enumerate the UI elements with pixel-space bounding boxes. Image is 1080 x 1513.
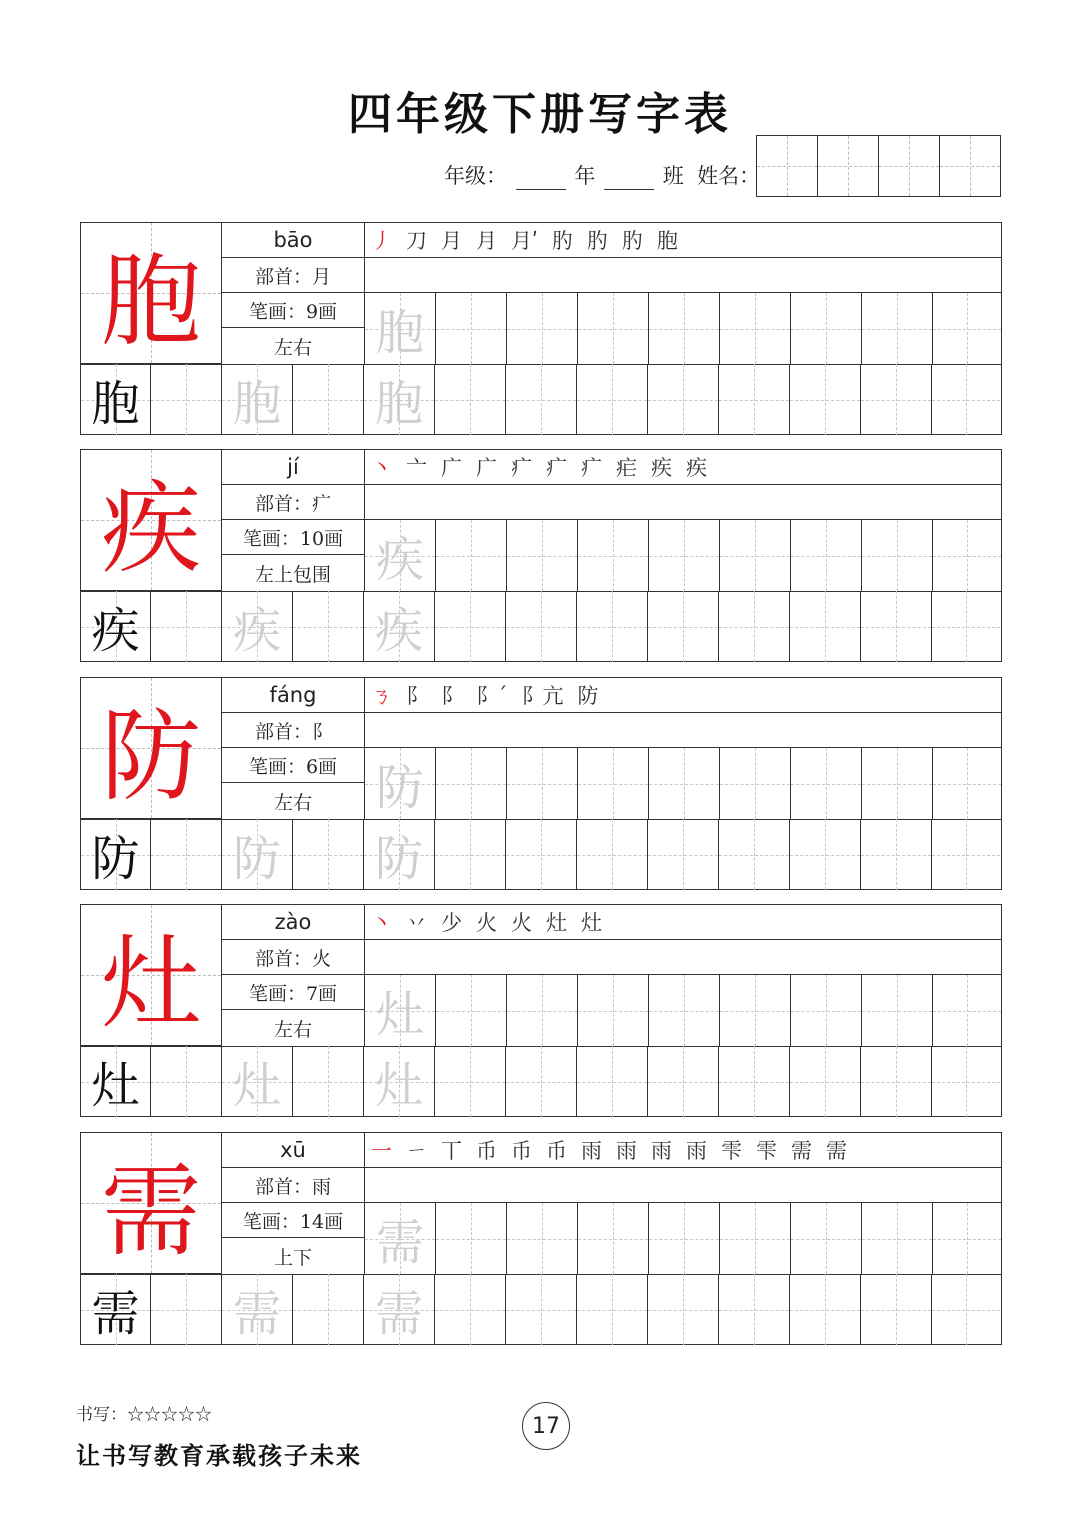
radical: 部首：雨 bbox=[222, 1168, 364, 1203]
stroke-count: 笔画：10画 bbox=[222, 520, 364, 555]
practice-cell[interactable] bbox=[222, 1046, 293, 1117]
stroke-step: 火 bbox=[476, 911, 497, 935]
practice-cell[interactable] bbox=[151, 591, 222, 662]
stroke-step: 雫 bbox=[721, 1139, 742, 1163]
practice-cell[interactable] bbox=[790, 1046, 861, 1117]
name-label: 姓名： bbox=[697, 164, 761, 188]
stroke-step: 阝 bbox=[406, 684, 427, 708]
practice-cell bbox=[81, 364, 151, 435]
practice-grid-upper bbox=[365, 520, 1001, 591]
practice-cell[interactable] bbox=[790, 364, 861, 435]
name-box[interactable] bbox=[757, 136, 818, 196]
practice-cell[interactable] bbox=[932, 819, 1000, 890]
practice-cell[interactable] bbox=[720, 293, 791, 364]
stroke-order bbox=[365, 678, 1001, 713]
class-blank[interactable] bbox=[604, 169, 654, 190]
trace-character: 疾 bbox=[375, 532, 424, 588]
practice-cell[interactable] bbox=[649, 293, 720, 364]
pinyin: zào bbox=[222, 905, 364, 940]
practice-cell[interactable] bbox=[648, 1046, 719, 1117]
stroke-step: 疒 bbox=[581, 456, 602, 480]
practice-cell[interactable] bbox=[365, 975, 436, 1046]
practice-cell[interactable] bbox=[577, 1274, 648, 1345]
practice-cell[interactable] bbox=[507, 1203, 578, 1274]
practice-cell[interactable] bbox=[791, 975, 862, 1046]
stroke-step: 肑 bbox=[551, 229, 573, 253]
practice-cell[interactable] bbox=[436, 975, 507, 1046]
practice-cell[interactable] bbox=[506, 591, 577, 662]
practice-cell[interactable] bbox=[861, 819, 932, 890]
stroke-step: 广 bbox=[441, 456, 462, 480]
practice-cell[interactable] bbox=[720, 520, 791, 591]
trace-character: 防 bbox=[232, 831, 281, 887]
practice-cell[interactable] bbox=[649, 975, 720, 1046]
practice-cell[interactable] bbox=[648, 591, 719, 662]
slogan-text: 让书写教育承载孩子未来 bbox=[76, 1441, 362, 1470]
practice-cell[interactable] bbox=[506, 1274, 577, 1345]
pinyin: xū bbox=[222, 1133, 364, 1168]
practice-cell[interactable] bbox=[578, 520, 649, 591]
stroke-count: 笔画：14画 bbox=[222, 1203, 364, 1238]
stroke-step: 丿 bbox=[371, 229, 392, 253]
practice-cell[interactable] bbox=[222, 819, 293, 890]
practice-cell[interactable] bbox=[222, 364, 293, 435]
model-character-cell bbox=[81, 678, 222, 819]
practice-cell[interactable] bbox=[719, 1046, 790, 1117]
practice-cell[interactable] bbox=[933, 293, 1001, 364]
practice-cell[interactable] bbox=[151, 819, 222, 890]
practice-cell[interactable] bbox=[578, 293, 649, 364]
stroke-step: 疒 bbox=[511, 456, 532, 480]
practice-cell bbox=[81, 1046, 151, 1117]
practice-cell[interactable] bbox=[790, 1274, 861, 1345]
trace-character: 疾 bbox=[374, 603, 423, 659]
practice-cell[interactable] bbox=[507, 975, 578, 1046]
practice-cell[interactable] bbox=[365, 520, 436, 591]
practice-cell[interactable] bbox=[577, 819, 648, 890]
stroke-step: 疒 bbox=[546, 456, 567, 480]
practice-cell[interactable] bbox=[577, 1046, 648, 1117]
practice-cell[interactable] bbox=[933, 520, 1001, 591]
practice-cell[interactable] bbox=[435, 1046, 506, 1117]
student-info-line bbox=[444, 160, 760, 190]
practice-cell[interactable] bbox=[862, 975, 933, 1046]
practice-cell[interactable] bbox=[862, 748, 933, 819]
pinyin: jí bbox=[222, 450, 364, 485]
character-card bbox=[80, 1132, 1002, 1345]
stroke-step: 币 bbox=[476, 1139, 497, 1163]
stroke-step: 阝ˊ bbox=[476, 684, 508, 708]
grade-label: 年级： bbox=[444, 164, 507, 188]
practice-cell[interactable] bbox=[365, 293, 436, 364]
trace-character: 需 bbox=[375, 1215, 424, 1271]
stroke-step: 币 bbox=[546, 1139, 567, 1163]
practice-cell[interactable] bbox=[507, 748, 578, 819]
trace-character: 胞 bbox=[232, 376, 281, 432]
practice-cell bbox=[81, 819, 151, 890]
solid-character: 防 bbox=[91, 831, 140, 887]
grade-blank[interactable] bbox=[516, 169, 566, 190]
practice-cell[interactable] bbox=[435, 1274, 506, 1345]
practice-cell bbox=[81, 1274, 151, 1345]
blank-writing-line[interactable] bbox=[365, 1168, 1001, 1203]
practice-cell[interactable] bbox=[648, 364, 719, 435]
practice-cell[interactable] bbox=[791, 520, 862, 591]
stroke-step: 刀 bbox=[406, 229, 427, 253]
stroke-step: 雫 bbox=[756, 1139, 777, 1163]
stroke-step: 疟 bbox=[616, 456, 637, 480]
model-character-cell bbox=[81, 450, 222, 591]
practice-cell[interactable] bbox=[933, 975, 1001, 1046]
structure: 左右 bbox=[273, 791, 312, 814]
practice-grid-upper bbox=[365, 748, 1001, 819]
practice-cell[interactable] bbox=[720, 1203, 791, 1274]
stroke-step: 需 bbox=[826, 1139, 847, 1163]
character-info bbox=[222, 450, 365, 591]
solid-character: 胞 bbox=[91, 376, 140, 432]
practice-cell[interactable] bbox=[293, 819, 364, 890]
stroke-step: 雨 bbox=[581, 1139, 602, 1163]
stroke-step: 少 bbox=[441, 911, 462, 935]
stroke-count: 笔画：6画 bbox=[222, 748, 364, 783]
practice-cell[interactable] bbox=[862, 520, 933, 591]
page-number: 17 bbox=[522, 1402, 570, 1450]
stroke-order bbox=[365, 223, 1001, 258]
trace-character: 需 bbox=[374, 1286, 423, 1342]
practice-cell[interactable] bbox=[436, 293, 507, 364]
practice-cell[interactable] bbox=[791, 748, 862, 819]
practice-cell[interactable] bbox=[791, 1203, 862, 1274]
practice-grid-upper bbox=[365, 1203, 1001, 1274]
stroke-step: 币 bbox=[511, 1139, 532, 1163]
practice-cell[interactable] bbox=[861, 591, 932, 662]
structure: 左上包围 bbox=[254, 563, 331, 586]
radical: 部首：阝 bbox=[222, 713, 364, 748]
trace-character: 防 bbox=[374, 831, 423, 887]
practice-cell[interactable] bbox=[506, 1046, 577, 1117]
practice-cell[interactable] bbox=[364, 1274, 435, 1345]
character-card bbox=[80, 449, 1002, 662]
practice-cell[interactable] bbox=[862, 293, 933, 364]
stroke-order bbox=[365, 1133, 1001, 1168]
practice-cell[interactable] bbox=[577, 591, 648, 662]
name-box[interactable] bbox=[879, 136, 940, 196]
pinyin: bāo bbox=[222, 223, 364, 258]
stroke-step: 灶 bbox=[581, 911, 602, 935]
practice-cell[interactable] bbox=[151, 364, 222, 435]
stroke-step: 月 bbox=[476, 229, 497, 253]
practice-cell[interactable] bbox=[791, 293, 862, 364]
model-character-cell bbox=[81, 905, 222, 1046]
practice-cell[interactable] bbox=[578, 1203, 649, 1274]
character-info bbox=[222, 678, 365, 819]
character-card bbox=[80, 677, 1002, 890]
practice-cell[interactable] bbox=[364, 364, 435, 435]
pinyin: fáng bbox=[222, 678, 364, 713]
character-info bbox=[222, 905, 365, 1046]
stroke-step: 月 bbox=[441, 229, 462, 253]
practice-cell[interactable] bbox=[720, 748, 791, 819]
practice-cell[interactable] bbox=[506, 819, 577, 890]
practice-cell[interactable] bbox=[365, 1203, 436, 1274]
stroke-step: 亠 bbox=[406, 456, 427, 480]
practice-cell[interactable] bbox=[719, 1274, 790, 1345]
practice-cell[interactable] bbox=[293, 364, 364, 435]
practice-cell[interactable] bbox=[436, 1203, 507, 1274]
practice-cell[interactable] bbox=[648, 819, 719, 890]
practice-cell[interactable] bbox=[719, 591, 790, 662]
practice-cell[interactable] bbox=[151, 1046, 222, 1117]
stroke-count: 笔画：9画 bbox=[222, 293, 364, 328]
model-character: 需 bbox=[101, 1153, 201, 1270]
practice-cell[interactable] bbox=[507, 293, 578, 364]
name-box[interactable] bbox=[818, 136, 879, 196]
stroke-step: ㄋ bbox=[371, 684, 392, 708]
practice-cell[interactable] bbox=[293, 591, 364, 662]
practice-cell[interactable] bbox=[577, 364, 648, 435]
practice-cell[interactable] bbox=[435, 819, 506, 890]
solid-character: 需 bbox=[91, 1286, 140, 1342]
practice-cell[interactable] bbox=[861, 1046, 932, 1117]
practice-grid-lower bbox=[81, 364, 1001, 435]
trace-character: 胞 bbox=[375, 305, 424, 361]
model-character-cell bbox=[81, 1133, 222, 1274]
practice-cell[interactable] bbox=[932, 591, 1000, 662]
practice-cell[interactable] bbox=[720, 975, 791, 1046]
practice-cell[interactable] bbox=[790, 591, 861, 662]
practice-cell[interactable] bbox=[932, 1046, 1000, 1117]
radical: 部首：疒 bbox=[222, 485, 364, 520]
practice-cell[interactable] bbox=[435, 364, 506, 435]
stroke-order bbox=[365, 905, 1001, 940]
trace-character: 需 bbox=[232, 1286, 281, 1342]
trace-character: 灶 bbox=[232, 1058, 281, 1114]
practice-cell[interactable] bbox=[933, 748, 1001, 819]
character-info bbox=[222, 223, 365, 364]
stroke-order bbox=[365, 450, 1001, 485]
practice-cell[interactable] bbox=[719, 364, 790, 435]
stroke-step: 丅 bbox=[441, 1139, 462, 1163]
stroke-step: 疾 bbox=[651, 456, 672, 480]
practice-grid-upper bbox=[365, 975, 1001, 1046]
stroke-count: 笔画：7画 bbox=[222, 975, 364, 1010]
stroke-step: 一 bbox=[371, 1139, 392, 1163]
practice-cell[interactable] bbox=[861, 364, 932, 435]
model-character: 防 bbox=[101, 698, 201, 815]
practice-cell[interactable] bbox=[436, 520, 507, 591]
practice-cell[interactable] bbox=[649, 520, 720, 591]
practice-cell[interactable] bbox=[578, 975, 649, 1046]
practice-grid-lower bbox=[81, 591, 1001, 662]
practice-cell[interactable] bbox=[790, 819, 861, 890]
practice-cell[interactable] bbox=[649, 1203, 720, 1274]
model-character: 灶 bbox=[101, 925, 201, 1042]
stroke-step: 雨 bbox=[616, 1139, 637, 1163]
practice-cell[interactable] bbox=[507, 520, 578, 591]
solid-character: 疾 bbox=[91, 603, 140, 659]
structure: 左右 bbox=[273, 336, 312, 359]
stroke-step: 月ʹ bbox=[511, 229, 538, 253]
character-info bbox=[222, 1133, 365, 1274]
trace-character: 灶 bbox=[375, 987, 424, 1043]
practice-cell[interactable] bbox=[293, 1274, 364, 1345]
ban-label: 班 bbox=[662, 164, 684, 188]
blank-writing-line[interactable] bbox=[365, 713, 1001, 748]
stroke-step: 火 bbox=[511, 911, 532, 935]
practice-cell[interactable] bbox=[436, 748, 507, 819]
practice-cell[interactable] bbox=[222, 1274, 293, 1345]
rating-text: 书写：☆☆☆☆☆ bbox=[76, 1405, 212, 1425]
stroke-step: 肑 bbox=[586, 229, 608, 253]
practice-cell[interactable] bbox=[933, 1203, 1001, 1274]
practice-cell[interactable] bbox=[222, 591, 293, 662]
practice-grid-lower bbox=[81, 819, 1001, 890]
blank-writing-line[interactable] bbox=[365, 940, 1001, 975]
practice-cell[interactable] bbox=[932, 1274, 1000, 1345]
practice-cell[interactable] bbox=[862, 1203, 933, 1274]
stroke-step: 防 bbox=[577, 684, 599, 708]
practice-cell[interactable] bbox=[365, 748, 436, 819]
practice-cell[interactable] bbox=[364, 1046, 435, 1117]
practice-cell[interactable] bbox=[932, 364, 1000, 435]
trace-character: 胞 bbox=[374, 376, 423, 432]
practice-cell[interactable] bbox=[364, 819, 435, 890]
practice-cell[interactable] bbox=[648, 1274, 719, 1345]
blank-writing-line[interactable] bbox=[365, 485, 1001, 520]
practice-cell bbox=[81, 591, 151, 662]
stroke-step: 需 bbox=[791, 1139, 812, 1163]
model-character: 胞 bbox=[101, 243, 201, 360]
trace-character: 灶 bbox=[374, 1058, 423, 1114]
stroke-step: 阝亢 bbox=[521, 684, 564, 708]
stroke-step: ㄧ bbox=[406, 1139, 427, 1163]
radical: 部首：月 bbox=[222, 258, 364, 293]
model-character-cell bbox=[81, 223, 222, 364]
page-title: 四年级下册写字表 bbox=[348, 89, 732, 140]
name-box[interactable] bbox=[940, 136, 1000, 196]
stroke-step: 雨 bbox=[686, 1139, 707, 1163]
practice-cell[interactable] bbox=[364, 591, 435, 662]
practice-cell[interactable] bbox=[649, 748, 720, 819]
stroke-step: 灶 bbox=[546, 911, 567, 935]
practice-grid-lower bbox=[81, 1274, 1001, 1345]
stroke-step: 阝 bbox=[441, 684, 462, 708]
stroke-step: 雨 bbox=[651, 1139, 672, 1163]
practice-cell[interactable] bbox=[506, 364, 577, 435]
stroke-step: 胞 bbox=[656, 229, 678, 253]
trace-character: 防 bbox=[375, 760, 424, 816]
stroke-step: 疾 bbox=[686, 456, 707, 480]
structure: 上下 bbox=[273, 1246, 312, 1269]
trace-character: 疾 bbox=[232, 603, 281, 659]
practice-cell[interactable] bbox=[293, 1046, 364, 1117]
structure: 左右 bbox=[273, 1018, 312, 1041]
name-boxes[interactable] bbox=[756, 135, 1001, 197]
practice-cell[interactable] bbox=[435, 591, 506, 662]
nian-label: 年 bbox=[574, 164, 596, 188]
solid-character: 灶 bbox=[91, 1058, 140, 1114]
character-card bbox=[80, 904, 1002, 1117]
practice-cell[interactable] bbox=[151, 1274, 222, 1345]
stroke-step: 丶 bbox=[371, 911, 392, 935]
stroke-step: 丷 bbox=[406, 911, 427, 935]
stroke-step: 肑 bbox=[621, 229, 643, 253]
stroke-step: 丶 bbox=[371, 456, 392, 480]
practice-cell[interactable] bbox=[861, 1274, 932, 1345]
practice-grid-upper bbox=[365, 293, 1001, 364]
practice-grid-lower bbox=[81, 1046, 1001, 1117]
practice-cell[interactable] bbox=[578, 748, 649, 819]
character-card bbox=[80, 222, 1002, 435]
stroke-step: 广 bbox=[476, 456, 497, 480]
blank-writing-line[interactable] bbox=[365, 258, 1001, 293]
model-character: 疾 bbox=[101, 470, 201, 587]
practice-cell[interactable] bbox=[719, 819, 790, 890]
radical: 部首：火 bbox=[222, 940, 364, 975]
